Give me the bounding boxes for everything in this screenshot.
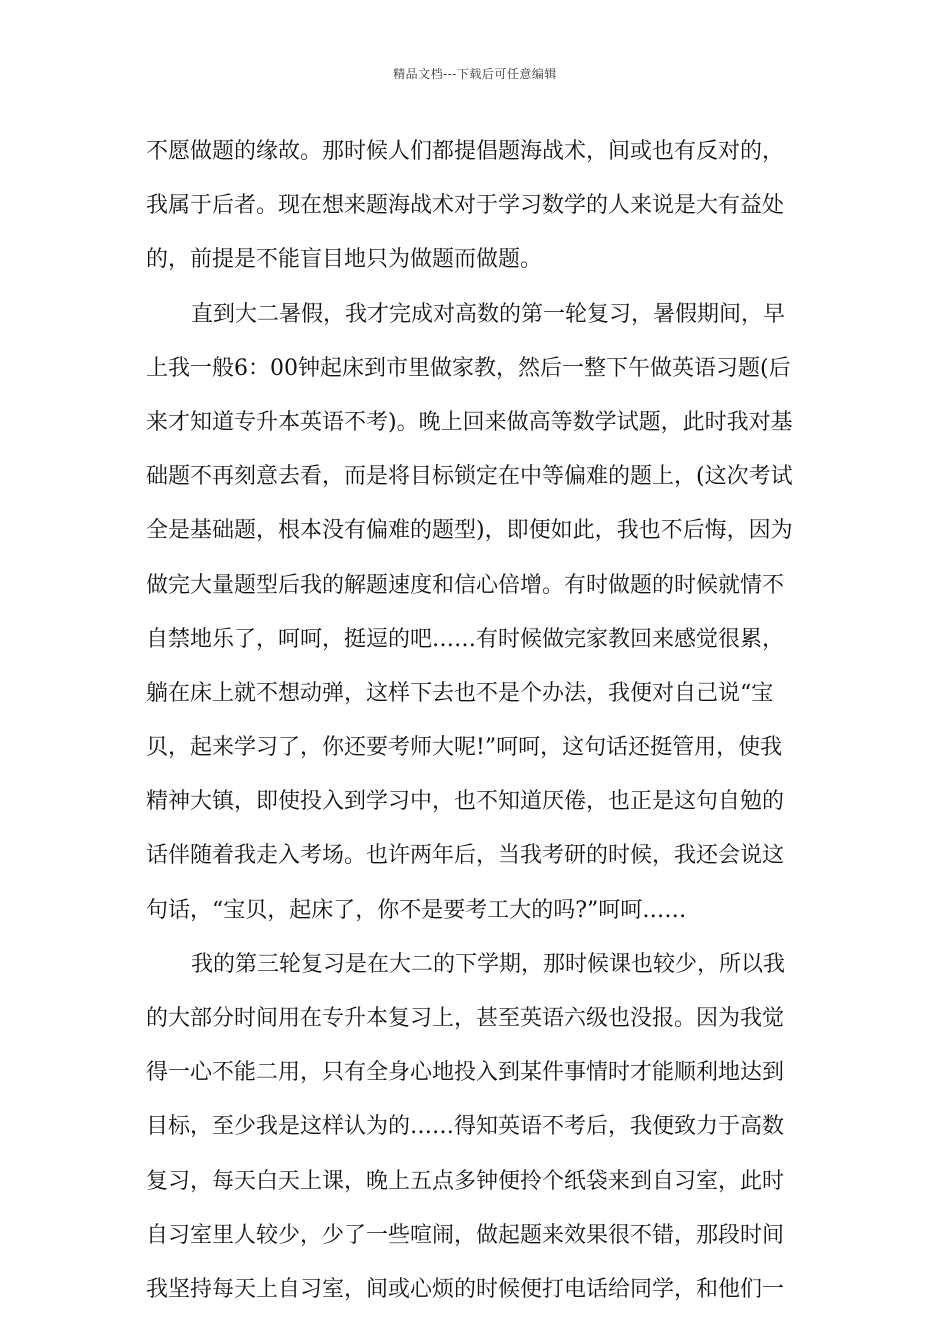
text-line: 躺在床上就不想动弹，这样下去也不是个办法，我便对自己说“宝 [146,680,774,706]
body-text [146,125,806,1317]
text-line: 础题不再刻意去看，而是将目标锁定在中等偏难的题上，(这次考试 [146,464,793,490]
text-line: 上我一般6：00钟起床到市里做家教，然后一整下午做英语习题(后 [146,355,791,381]
text-line: 来才知道专升本英语不考)。晚上回来做高等数学试题，此时我对基 [146,409,793,435]
text-line: 全是基础题，根本没有偏难的题型)，即便如此，我也不后悔，因为 [146,518,793,544]
paragraph-first-line: 直到大二暑假，我才完成对高数的第一轮复习，暑假期间，早 [191,301,786,327]
text-line: 我坚持每天上自习室，间或心烦的时候便打电话给同学，和他们一 [146,1276,785,1302]
text-line: 做完大量题型后我的解题速度和信心倍增。有时做题的时候就情不 [146,572,785,598]
page-header: 精品文档---下载后可任意编辑 [393,67,557,81]
text-line: 不愿做题的缘故。那时候人们都提倡题海战术，间或也有反对的， [146,139,785,164]
text-line: 得一心不能二用，只有全身心地投入到某件事情时才能顺利地达到 [146,1060,785,1086]
text-line: 精神大镇，即使投入到学习中，也不知道厌倦，也正是这句自勉的 [146,789,785,815]
text-line: 目标，至少我是这样认为的……得知英语不考后，我便致力于高数 [146,1114,785,1140]
text-line: 句话，“宝贝，起床了，你不是要考工大的吗?”呵呵…… [146,897,687,923]
text-line: 的大部分时间用在专升本复习上，甚至英语六级也没报。因为我觉 [146,1006,785,1031]
text-line: 自禁地乐了，呵呵，挺逗的吧……有时候做完家教回来感觉很累， [146,626,785,652]
text-line: 话伴随着我走入考场。也许两年后，当我考研的时候，我还会说这 [146,843,785,869]
text-line: 的，前提是不能盲目地只为做题而做题。 [146,247,543,273]
text-line: 我属于后者。现在想来题海战术对于学习数学的人来说是大有益处 [146,193,785,219]
text-line: 复习，每天白天上课，晚上五点多钟便拎个纸袋来到自习室，此时 [146,1168,785,1194]
text-line: 自习室里人较少，少了一些喧闹，做起题来效果很不错，那段时间 [146,1222,785,1248]
text-line: 贝，起来学习了，你还要考师大呢!”呵呵，这句话还挺管用，使我 [146,735,783,761]
paragraph-first-line: 我的第三轮复习是在大二的下学期，那时候课也较少，所以我 [191,951,786,977]
